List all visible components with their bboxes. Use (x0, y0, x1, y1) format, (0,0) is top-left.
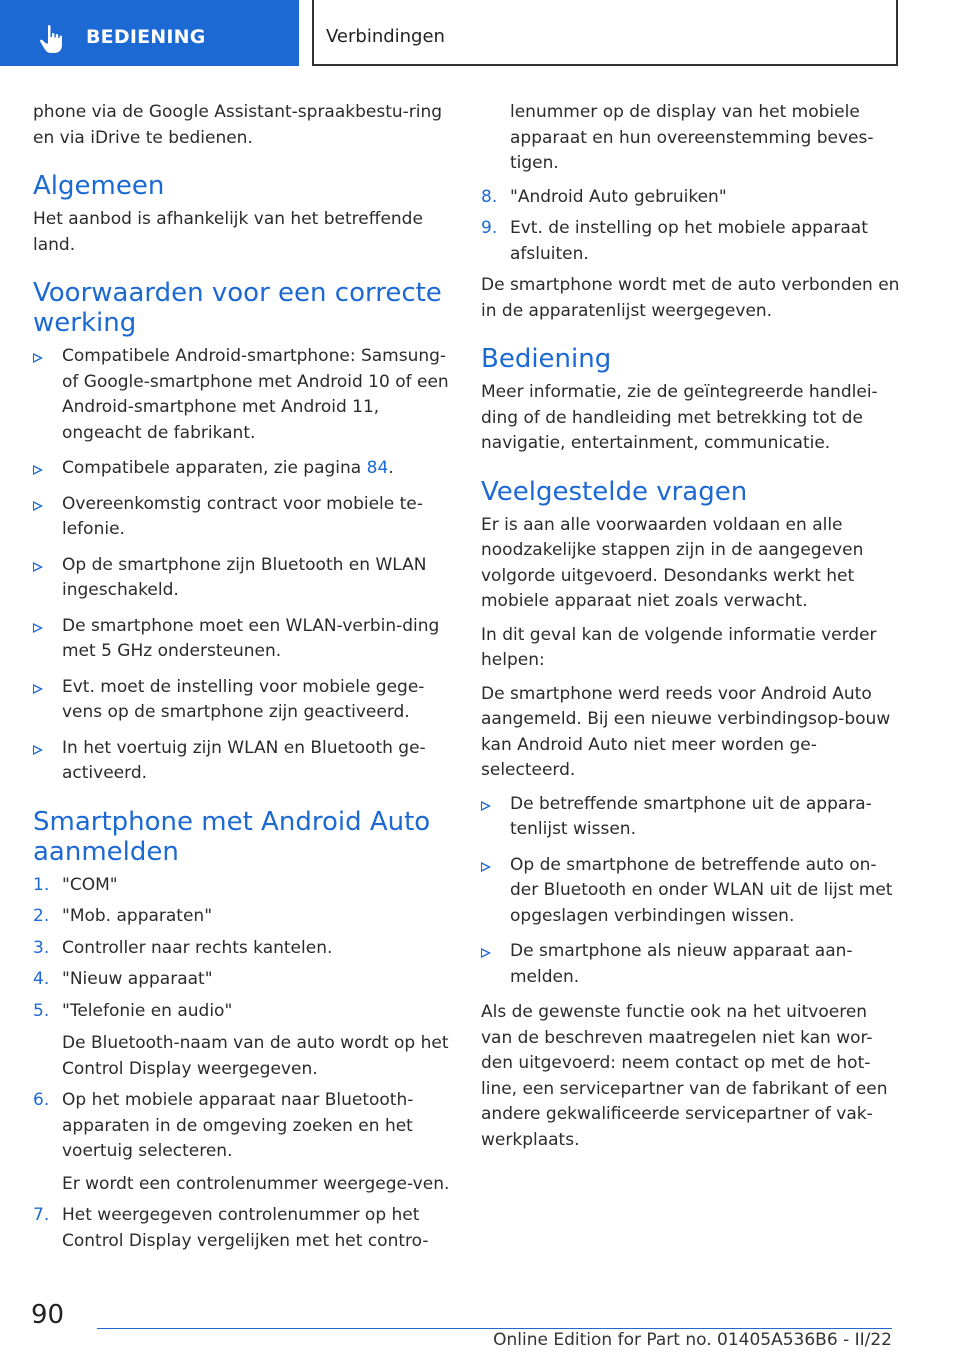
step-item: 5. "Telefonie en audio" De Bluetooth-naam van de auto wordt op het Control Display weergegeven. (33, 999, 453, 1083)
chapter-header (312, 0, 898, 66)
aanmelden-steps (33, 873, 453, 1255)
step-number: 4. (33, 969, 50, 989)
list-item: De smartphone moet een WLAN-verbin-ding met 5 GHz ondersteunen. (33, 614, 453, 665)
bullet-triangle-icon (33, 465, 43, 475)
list-item: Op de smartphone zijn Bluetooth en WLAN ingeschakeld. (33, 553, 453, 604)
right-column (481, 100, 901, 1161)
step-number: 3. (33, 937, 50, 958)
heading-voorwaarden: Voorwaarden voor een correcte werking (33, 278, 442, 338)
bullet-triangle-icon (33, 353, 43, 363)
step-item: 2. "Mob. apparaten" (33, 904, 453, 930)
aanmelden-steps-continued (481, 185, 901, 268)
list-item: Evt. moet de instelling voor mobiele gege-vens op de smartphone zijn geactiveerd. (33, 675, 453, 726)
step-item: 4. "Nieuw apparaat" (33, 967, 453, 993)
step-number: 1. (33, 874, 50, 895)
step-note: Er wordt een controlenummer weergege-ven. (62, 1173, 450, 1194)
step-item: 3. Controller naar rechts kantelen. (33, 936, 453, 962)
footer-divider (97, 1328, 892, 1329)
faq-list (481, 792, 901, 991)
step-note: De Bluetooth-naam van de auto wordt op het Control Display weergegeven. (62, 1033, 449, 1079)
step-number: 2. (33, 906, 50, 926)
heading-faq: Veelgestelde vragen (481, 476, 748, 507)
page-link[interactable]: 84 (366, 458, 389, 478)
connected-paragraph: De smartphone wordt met de auto verbonden en in de apparatenlijst weergegeven. (481, 275, 900, 321)
list-item: Op de smartphone de betreffende auto on-der Bluetooth en onder WLAN uit de lijst met opgeslagen verbindingen wissen. (481, 853, 901, 930)
step-number: 8. (481, 186, 498, 207)
step-item: 6. Op het mobiele apparaat naar Bluetooth-apparaten in de omgeving zoeken en het voertuig selecteren. Er wordt een controlenummer weergege-ven. (33, 1088, 453, 1197)
step-item: 8. "Android Auto gebruiken" (481, 185, 901, 211)
heading-aanmelden: Smartphone met Android Auto aanmelden (33, 806, 431, 867)
bullet-triangle-icon (481, 948, 491, 958)
bullet-triangle-icon (33, 501, 43, 511)
step-item: 9. Evt. de instelling op het mobiele apparaat afsluiten. (481, 218, 868, 264)
bullet-triangle-icon (481, 801, 491, 811)
heading-bediening: Bediening (481, 344, 612, 374)
voorwaarden-list (33, 344, 453, 787)
list-item: Overeenkomstig contract voor mobiele te-lefonie. (33, 492, 453, 543)
step-item: 1. "COM" (33, 873, 453, 899)
section-tab (0, 0, 299, 66)
list-item: In het voertuig zijn WLAN en Bluetooth ge-activeerd. (33, 736, 453, 787)
intro-paragraph: phone via de Google Assistant-spraakbestu-ring en via iDrive te bedienen. (33, 102, 443, 148)
section-label: BEDIENING (86, 26, 206, 48)
page-number: 90 (31, 1300, 65, 1330)
step-number: 6. (33, 1090, 50, 1110)
step-number: 9. (481, 218, 498, 238)
bullet-triangle-icon (33, 623, 43, 633)
step-continuation: lenummer op de display van het mobiele apparaat en hun overeenstemming beves-tigen. (510, 102, 874, 173)
list-item: Compatibele apparaten, zie pagina 84. (33, 456, 453, 482)
chapter-title: Verbindingen (326, 26, 445, 47)
footer-edition: Online Edition for Part no. 01405A536B6 - II/22 (493, 1330, 892, 1350)
list-item: De betreffende smartphone uit de appara-tenlijst wissen. (481, 792, 901, 843)
step-number: 5. (33, 1000, 50, 1021)
bediening-paragraph: Meer informatie, zie de geïntegreerde handlei-ding of de handleiding met betrekking tot de navigatie, entertainment, communicatie. (481, 382, 878, 453)
left-column (33, 100, 453, 1260)
bullet-triangle-icon (33, 684, 43, 694)
faq-paragraph: De smartphone werd reeds voor Android Auto aangemeld. Bij een nieuwe verbindingsop-bouw kan Android Auto niet meer worden ge-selecteerd. (481, 683, 891, 780)
hand-pointer-icon (38, 24, 66, 54)
faq-paragraph: In dit geval kan de volgende informatie verder helpen: (481, 624, 877, 670)
bullet-triangle-icon (33, 745, 43, 755)
step-number: 7. (33, 1205, 50, 1225)
algemeen-paragraph: Het aanbod is afhankelijk van het betreffende land. (33, 209, 423, 255)
bullet-triangle-icon (481, 862, 491, 872)
faq-paragraph: Als de gewenste functie ook na het uitvoeren van de beschreven maatregelen niet kan wor-den uitgevoerd: neem contact op met de hot-line, een servicepartner van de fabrikant of een andere gekwalificeerde servicepartner of vak-werkplaats. (481, 1002, 888, 1150)
heading-algemeen: Algemeen (33, 171, 165, 201)
faq-paragraph: Er is aan alle voorwaarden voldaan en alle noodzakelijke stappen zijn in de aangegeven volgorde uitgevoerd. Desondanks werkt het mobiele apparaat niet zoals verwacht. (481, 514, 864, 611)
step-item: 7. Het weergegeven controlenummer op het Control Display vergelijken met het contro- (33, 1205, 429, 1251)
list-item: De smartphone als nieuw apparaat aan-melden. (481, 939, 901, 990)
list-item: Compatibele Android-smartphone: Samsung- of Google-smartphone met Android 10 of een Android-smartphone met Android 11, ongeacht de fabrikant. (33, 344, 453, 446)
bullet-triangle-icon (33, 562, 43, 572)
